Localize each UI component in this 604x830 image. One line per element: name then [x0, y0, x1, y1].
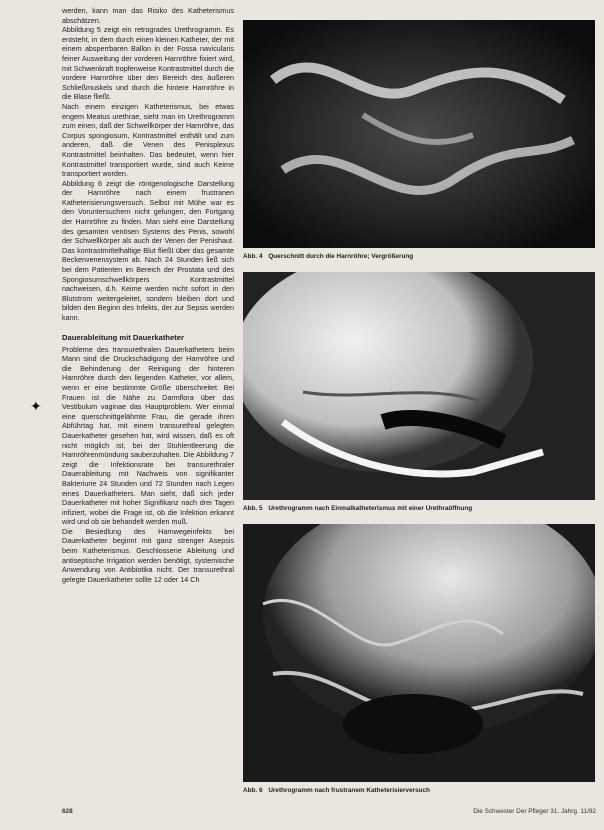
paragraph: Die Besiedlung des Harnwegeinfekts bei Dauerkatheter beginnt mit ganz strenger Asepsis beim Katheterismus. Geschlossene Ableitung und antiseptische Irrigation werden benötigt, systemische Anwendung von Antibiotika nicht. Der transurethral gelegte Dauerkatheter sollte 12 oder 14 Ch [62, 526, 234, 584]
paragraph: Abbildung 5 zeigt ein retrogrades Urethrogramm. Es entsteht, in dem durch einen kleinen Katheter, der mit einem absperrbaren Ballon in der Fossa navicularis feiner Ausweitung der vorderen Harnröhre fixiert wird, mit Schwenkraft tropfenweise Kontrastmittel durch die vordere Harnröhre über den Bereich des äußeren Schließmuskels und durch die hintere Harnröhre in die Blase fließt. [62, 25, 234, 102]
figure-6-urethrogram [243, 524, 595, 782]
figure-caption-text: Urethrogramm nach Einmalkatheterismus mit einer Urethraöffnung [268, 505, 473, 512]
figure-6-caption [243, 787, 595, 795]
page-number: 628 [62, 808, 73, 815]
figure-4-caption [243, 253, 595, 261]
figure-label: Abb. 4 [243, 253, 263, 260]
figure-5-caption [243, 505, 595, 513]
figure-label: Abb. 5 [243, 505, 263, 512]
left-column [62, 6, 234, 806]
section-heading: Dauerableitung mit Dauerkatheter [62, 332, 184, 342]
figure-label: Abb. 6 [243, 787, 263, 794]
figure-caption-text: Querschnitt durch die Harnröhre; Vergrößerung [268, 253, 414, 260]
paragraph: Abbildung 6 zeigt die röntgenologische Darstellung der Harnröhre nach einem frustranen Katheterisierungsversuch. Selbst mit Mühe war es den Voruntersuchern nicht gelungen, den Fortgang der Harnröhre zu finden. Man sieht eine Darstellung des gesamten venösen Systems des Penis, sowohl der Schwellkörper als auch der Venen der Penishaut. Das kontrastmittelhaltige Blut fließt über das gesamte Beckenvenensystem ab. Nach 24 Stunden ließ sich bei dem Patienten im Bereich der Prostata und des Spongiosumschwellkörpers Kontrastmittel nachweisen, d.h. Keime werden nicht sofort in den Blutstrom weitergeleitet, sondern bleiben dort und bilden den Beginn des Infekts, der zur Sepsis werden kann. [62, 178, 234, 322]
paragraph: Probleme des transurethralen Dauerkatheters beim Mann sind die Druckschädigung der Harnröhre und die Behinderung der Reinigung der hinteren Harnröhre durch den liegenden Katheter, vor allem, wenn er eine bestimmte Größe überschreitet. Bei Frauen ist die Nähe zu Darmflora über das Vestibulum vaginae das Hauptproblem. Wer einmal eine querschnittgelähmte Frau, die gerade ihren Abführtag hat, mit einem transurethral gelegten Dauerkatheter gesehen hat, wird wissen, daß es oft nicht möglich ist, bei der Stuhlentleerung die Harnröhrenmündung sauberzuhalten. Die Abbildung 7 zeigt die Infektionsrate bei transurethraler Dauerableitung mit Nachweis von signifikanter Bakteriurie 24 Stunden und 72 Stunden nach Legen eines Dauerkatheters. Man sieht, daß sich jeder Dauerkatheter mit hoher Signifikanz nach drei Tagen infiziert, wobei die Frage ist, ob die Infektion erkannt wird und ob sie behandelt werden muß. [62, 344, 234, 527]
figure-caption-text: Urethrogramm nach frustranem Katheterisierversuch [268, 787, 430, 794]
page-footer [62, 806, 596, 818]
journal-reference: Die Schwester Der Pfleger 31. Jahrg. 11/92 [473, 808, 596, 815]
paragraph: werden, kann man das Risiko des Katheterismus abschätzen. [62, 6, 234, 25]
figure-5-urethrogram [243, 272, 595, 500]
figure-4-micrograph [243, 20, 595, 248]
paragraph: Nach einem einzigen Katheterismus, bei etwas engem Meatus urethrae, sieht man im Urethrogramm zum einen, daß der Schwellkörper der Harnröhre, das Corpus spongiosum, Kontrastmittel enthält und zum anderen, daß die Venen des Penisplexus Kontrastmittel beinhalten. Das bedeutet, wenn hier Kontrastmittel transportiert wurde, sind auch Keime transportiert worden. [62, 101, 234, 179]
margin-mark-icon: ✦ [30, 398, 42, 414]
